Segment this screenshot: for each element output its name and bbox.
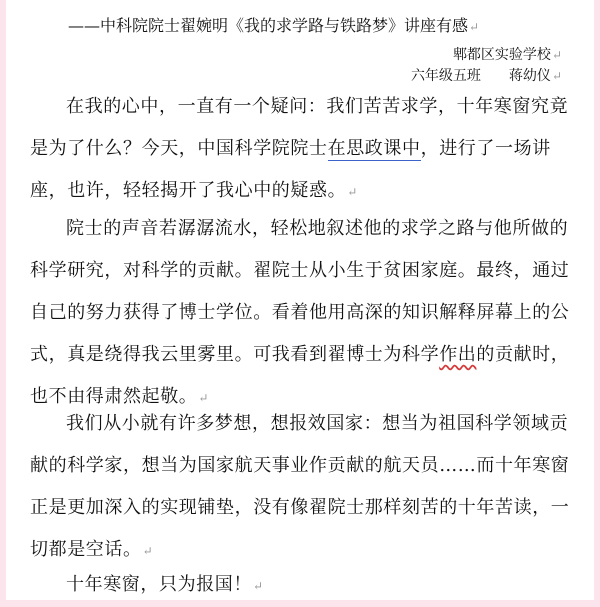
paragraph-mark-icon: ↵ bbox=[142, 544, 154, 558]
paragraph-3: 我们从小就有许多梦想，想报效国家：想当为祖国科学领域贡献的科学家，想当为国家航天事业作贡献的航天员……而十年寒窗正是更加深入的实现铺垫，没有像翟院士那样刻苦的十年苦读，一切都是空话。↵ bbox=[30, 413, 570, 560]
paragraph-mark-icon: ↵ bbox=[347, 185, 358, 199]
document-page bbox=[6, 0, 594, 600]
paragraph-mark-icon: ↵ bbox=[253, 579, 264, 593]
underlined-phrase: 在思政课中 bbox=[327, 138, 421, 159]
paragraph-1: 在我的心中，一直有一个疑问：我们苦苦求学，十年寒窗究竟是为了什么？今天，中国科学院院士在思政课中，进行了一场讲座，也许，轻轻揭开了我心中的疑惑。↵ bbox=[30, 96, 569, 201]
paragraph-mark-icon: ↵ bbox=[551, 69, 562, 83]
document-title: ——中科院院士翟婉明《我的求学路与铁路梦》讲座有感↵ bbox=[68, 16, 480, 35]
spellcheck-underlined-phrase: 作出 bbox=[439, 344, 477, 365]
class-author: 六年级五班 蒋幼仪↵ bbox=[410, 68, 562, 84]
paragraph-4: 十年寒窗，只为报国！↵ bbox=[66, 574, 264, 595]
paragraph-mark-icon: ↵ bbox=[469, 20, 480, 34]
paragraph-mark-icon: ↵ bbox=[198, 391, 210, 405]
paragraph-mark-icon: ↵ bbox=[551, 48, 562, 62]
school-name: 郫都区实验学校↵ bbox=[452, 47, 562, 63]
paragraph-2: 院士的声音若潺潺流水，轻松地叙述他的求学之路与他所做的科学研究，对科学的贡献。翟院士从小生于贫困家庭。最终，通过自己的努力获得了博士学位。看着他用高深的知识解释屏幕上的公式，真是绕得我云里雾里。可我看到翟博士为科学作出的贡献时，也不由得肃然起敬。↵ bbox=[30, 218, 570, 407]
